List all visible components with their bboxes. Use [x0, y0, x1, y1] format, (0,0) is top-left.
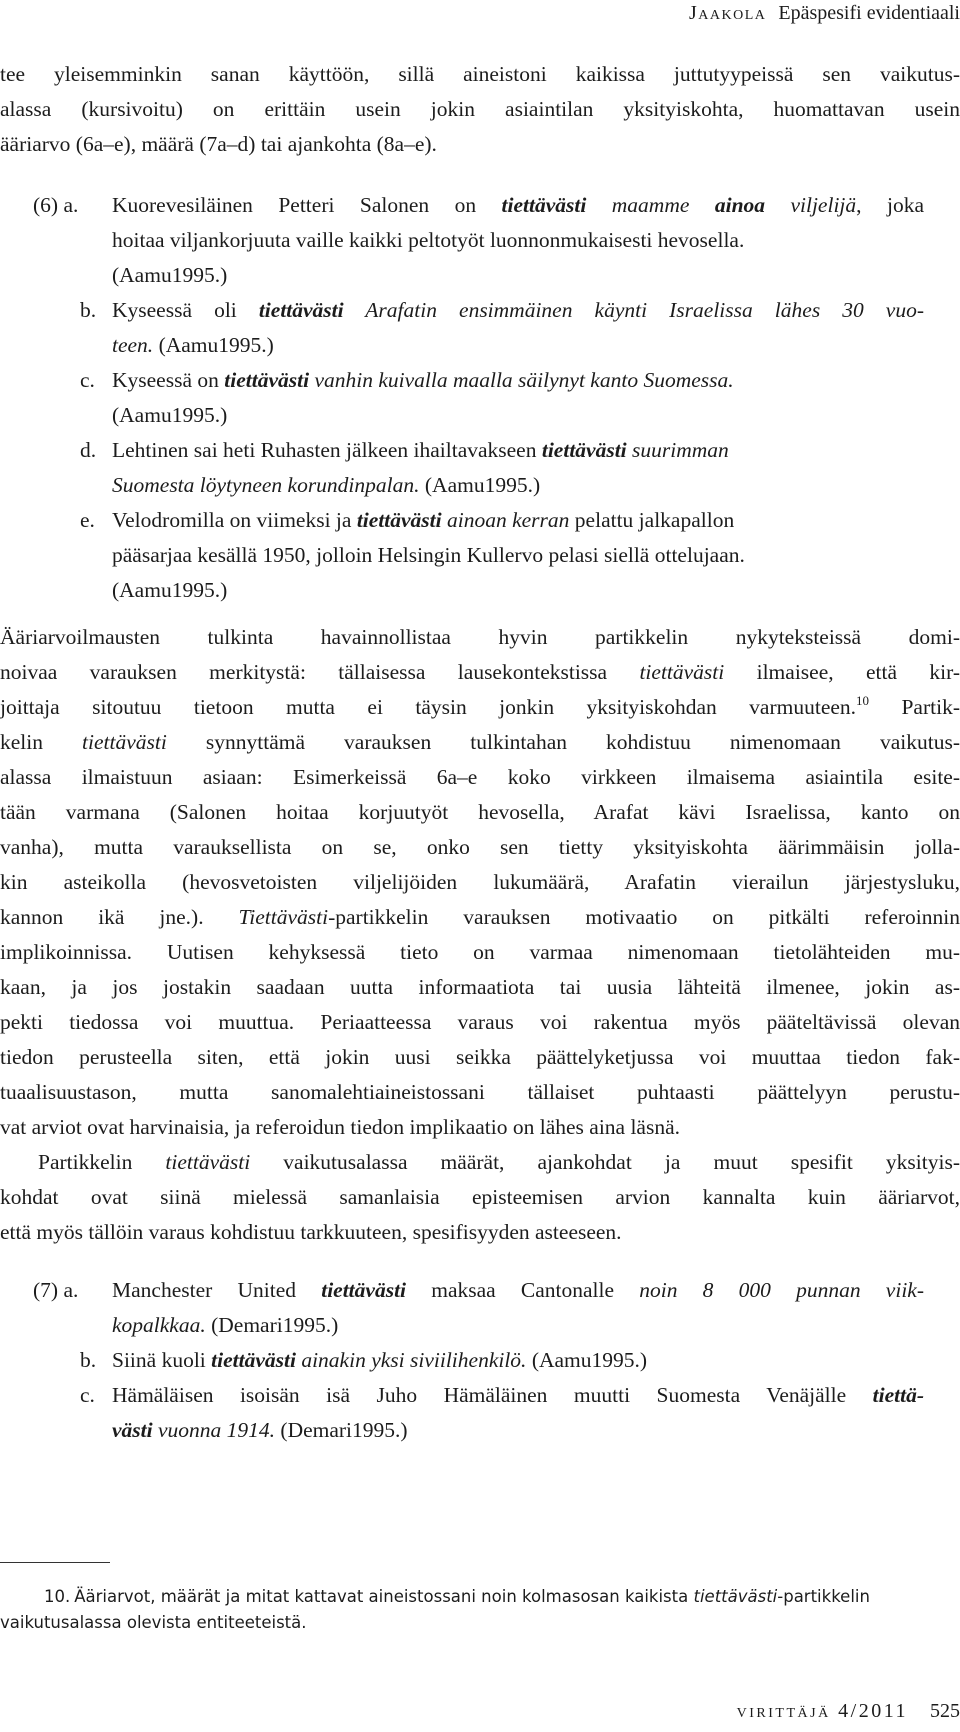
- example-6e-source: (Aamu1995.): [112, 578, 228, 602]
- example-7b-line: Siinä kuoli tiettävästi ainakin yksi siviilihenkilö. (Aamu1995.): [112, 1348, 648, 1372]
- example-item-label: c.: [80, 368, 95, 392]
- example-6b-line: Kyseessä oli tiettävästi Arafatin ensimmäinen käynti Israelissa lähes 30 vuo-: [112, 298, 925, 322]
- footnote-line: vaikutusalassa olevista entiteeteistä.: [0, 1613, 307, 1632]
- text-line: ääriarvo (6a–e), määrä (7a–d) tai ajankohta (8a–e).: [0, 132, 437, 156]
- text-line: Partikkelin tiettävästi vaikutusalassa määrät, ajankohdat ja muut spesifit yksityis-: [38, 1150, 960, 1174]
- journal-name: virittäjä 4/2011: [736, 1700, 908, 1722]
- text-line: kohdat ovat siinä mielessä samanlaisia episteemisen arvion kannalta kuin ääriarvot,: [0, 1185, 960, 1209]
- footnote-reference[interactable]: 10: [856, 693, 870, 708]
- page-number: 525: [930, 1700, 960, 1722]
- text-line: tuaalisuustason, mutta sanomalehtiaineistossani tällaiset puhtaasti päättelyyn perustu-: [0, 1080, 960, 1104]
- example-label: (6) a.: [33, 193, 79, 217]
- text-line: vanha), mutta varauksellista on se, onko sen tietty yksityiskohta äärimmäisin jolla-: [0, 835, 960, 859]
- example-6e-line: Velodromilla on viimeksi ja tiettävästi ainoan kerran pelattu jalkapallon: [112, 508, 735, 532]
- example-6d-line: Suomesta löytyneen korundinpalan. (Aamu1995.): [112, 473, 541, 497]
- example-6d-line: Lehtinen sai heti Ruhasten jälkeen ihailtavakseen tiettävästi suurimman: [112, 438, 729, 462]
- example-7c-line: västi vuonna 1914. (Demari1995.): [112, 1418, 408, 1442]
- example-label: (7) a.: [33, 1278, 79, 1302]
- example-7a-line: kopalkkaa. (Demari1995.): [112, 1313, 339, 1337]
- footnote-10: [0, 1584, 960, 1636]
- example-7a-line: Manchester United tiettävästi maksaa Cantonalle noin 8 000 punnan viik-: [112, 1278, 924, 1302]
- running-head-title: Epäspesifi evidentiaali: [778, 2, 960, 24]
- text-line: Ääriarvoilmausten tulkinta havainnollistaa hyvin partikkelin nykyteksteissä domi-: [0, 625, 960, 649]
- text-line: pekti tiedossa voi muuttua. Periaatteessa varaus voi rakentua myös pääteltävissä olevan: [0, 1010, 960, 1034]
- text-line: että myös tällöin varaus kohdistuu tarkkuuteen, spesifisyyden asteeseen.: [0, 1220, 622, 1244]
- footnote-divider: [0, 1562, 110, 1563]
- example-6a-line: hoitaa viljankorjuuta vaille kaikki peltotyöt luonnonmukaisesti hevosella.: [112, 228, 745, 252]
- example-item-label: b.: [80, 298, 97, 322]
- intro-paragraph: [0, 57, 960, 162]
- example-item-label: c.: [80, 1383, 95, 1407]
- example-item-label: d.: [80, 438, 97, 462]
- example-6b-line: teen. (Aamu1995.): [112, 333, 274, 357]
- text-line: tiedon perusteella siten, että jokin uusi seikka päättelyketjussa voi muuttaa tiedon fak-: [0, 1045, 960, 1069]
- paragraph-2: [0, 1145, 960, 1250]
- running-head: [0, 0, 960, 26]
- example-7c-line: Hämäläisen isoisän isä Juho Hämäläinen muutti Suomesta Venäjälle tiettä-: [112, 1383, 924, 1407]
- example-6a-source: (Aamu1995.): [112, 263, 228, 287]
- text-line: joittaja sitoutuu tietoon mutta ei täysin jonkin yksityiskohdan varmuuteen.$^{10}$ Partik-: [0, 693, 960, 719]
- example-item-label: b.: [80, 1348, 97, 1372]
- example-6c-source: (Aamu1995.): [112, 403, 228, 427]
- footnote-number: 10.: [44, 1587, 71, 1606]
- paragraph-1: [0, 620, 960, 1145]
- text-line: kaan, ja jos jostakin saadaan uutta informaatiota tai uusia lähteitä ilmenee, jokin as-: [0, 975, 960, 999]
- example-6a-line: Kuorevesiläinen Petteri Salonen on tiettävästi maamme ainoa viljelijä, joka: [112, 193, 924, 217]
- text-line: tään varmana (Salonen hoitaa korjuutyöt hevosella, Arafat kävi Israelissa, kanto on: [0, 800, 960, 824]
- example-6e-line: pääsarjaa kesällä 1950, jolloin Helsingin Kullervo pelasi siellä ottelujaan.: [112, 543, 745, 567]
- text-line: kannon ikä jne.). Tiettävästi-partikkelin varauksen motivaatio on pitkälti referoinnin: [0, 905, 960, 929]
- running-head-author: Jaakola: [689, 2, 767, 24]
- text-line: implikoinnissa. Uutisen kehyksessä tieto on varmaa nimenomaan tietolähteiden mu-: [0, 940, 960, 964]
- text-line: kin asteikolla (hevosvetoisten viljelijöiden lukumäärä, Arafatin vierailun järjestysluku,: [0, 870, 960, 894]
- text-line: kelin tiettävästi synnyttämä varauksen tulkintahan kohdistuu nimenomaan vaikutus-: [0, 730, 960, 754]
- text-line: alassa ilmaistuun asiaan: Esimerkeissä 6a–e koko virkkeen ilmaisema asiaintila esite-: [0, 765, 960, 789]
- text-line: vat arviot ovat harvinaisia, ja referoidun tiedon implikaatio on lähes aina läsnä.: [0, 1115, 681, 1139]
- example-item-label: e.: [80, 508, 95, 532]
- folio: [737, 1698, 960, 1724]
- footnote-line: 10. Ääriarvot, määrät ja mitat kattavat aineistossani noin kolmasosan kaikista tiettävästi-partikkelin: [0, 1584, 960, 1610]
- text-line: tee yleisemminkin sanan käyttöön, sillä aineistoni kaikissa juttutyypeissä sen vaikutus-: [0, 62, 960, 86]
- example-6c-line: Kyseessä on tiettävästi vanhin kuivalla maalla säilynyt kanto Suomessa.: [112, 368, 734, 392]
- text-line: alassa (kursivoitu) on erittäin usein jokin asiaintilan yksityiskohta, huomattavan usein: [0, 97, 960, 121]
- text-line: noivaa varauksen merkitystä: tällaisessa lausekontekstissa tiettävästi ilmaisee, että kir-: [0, 660, 960, 684]
